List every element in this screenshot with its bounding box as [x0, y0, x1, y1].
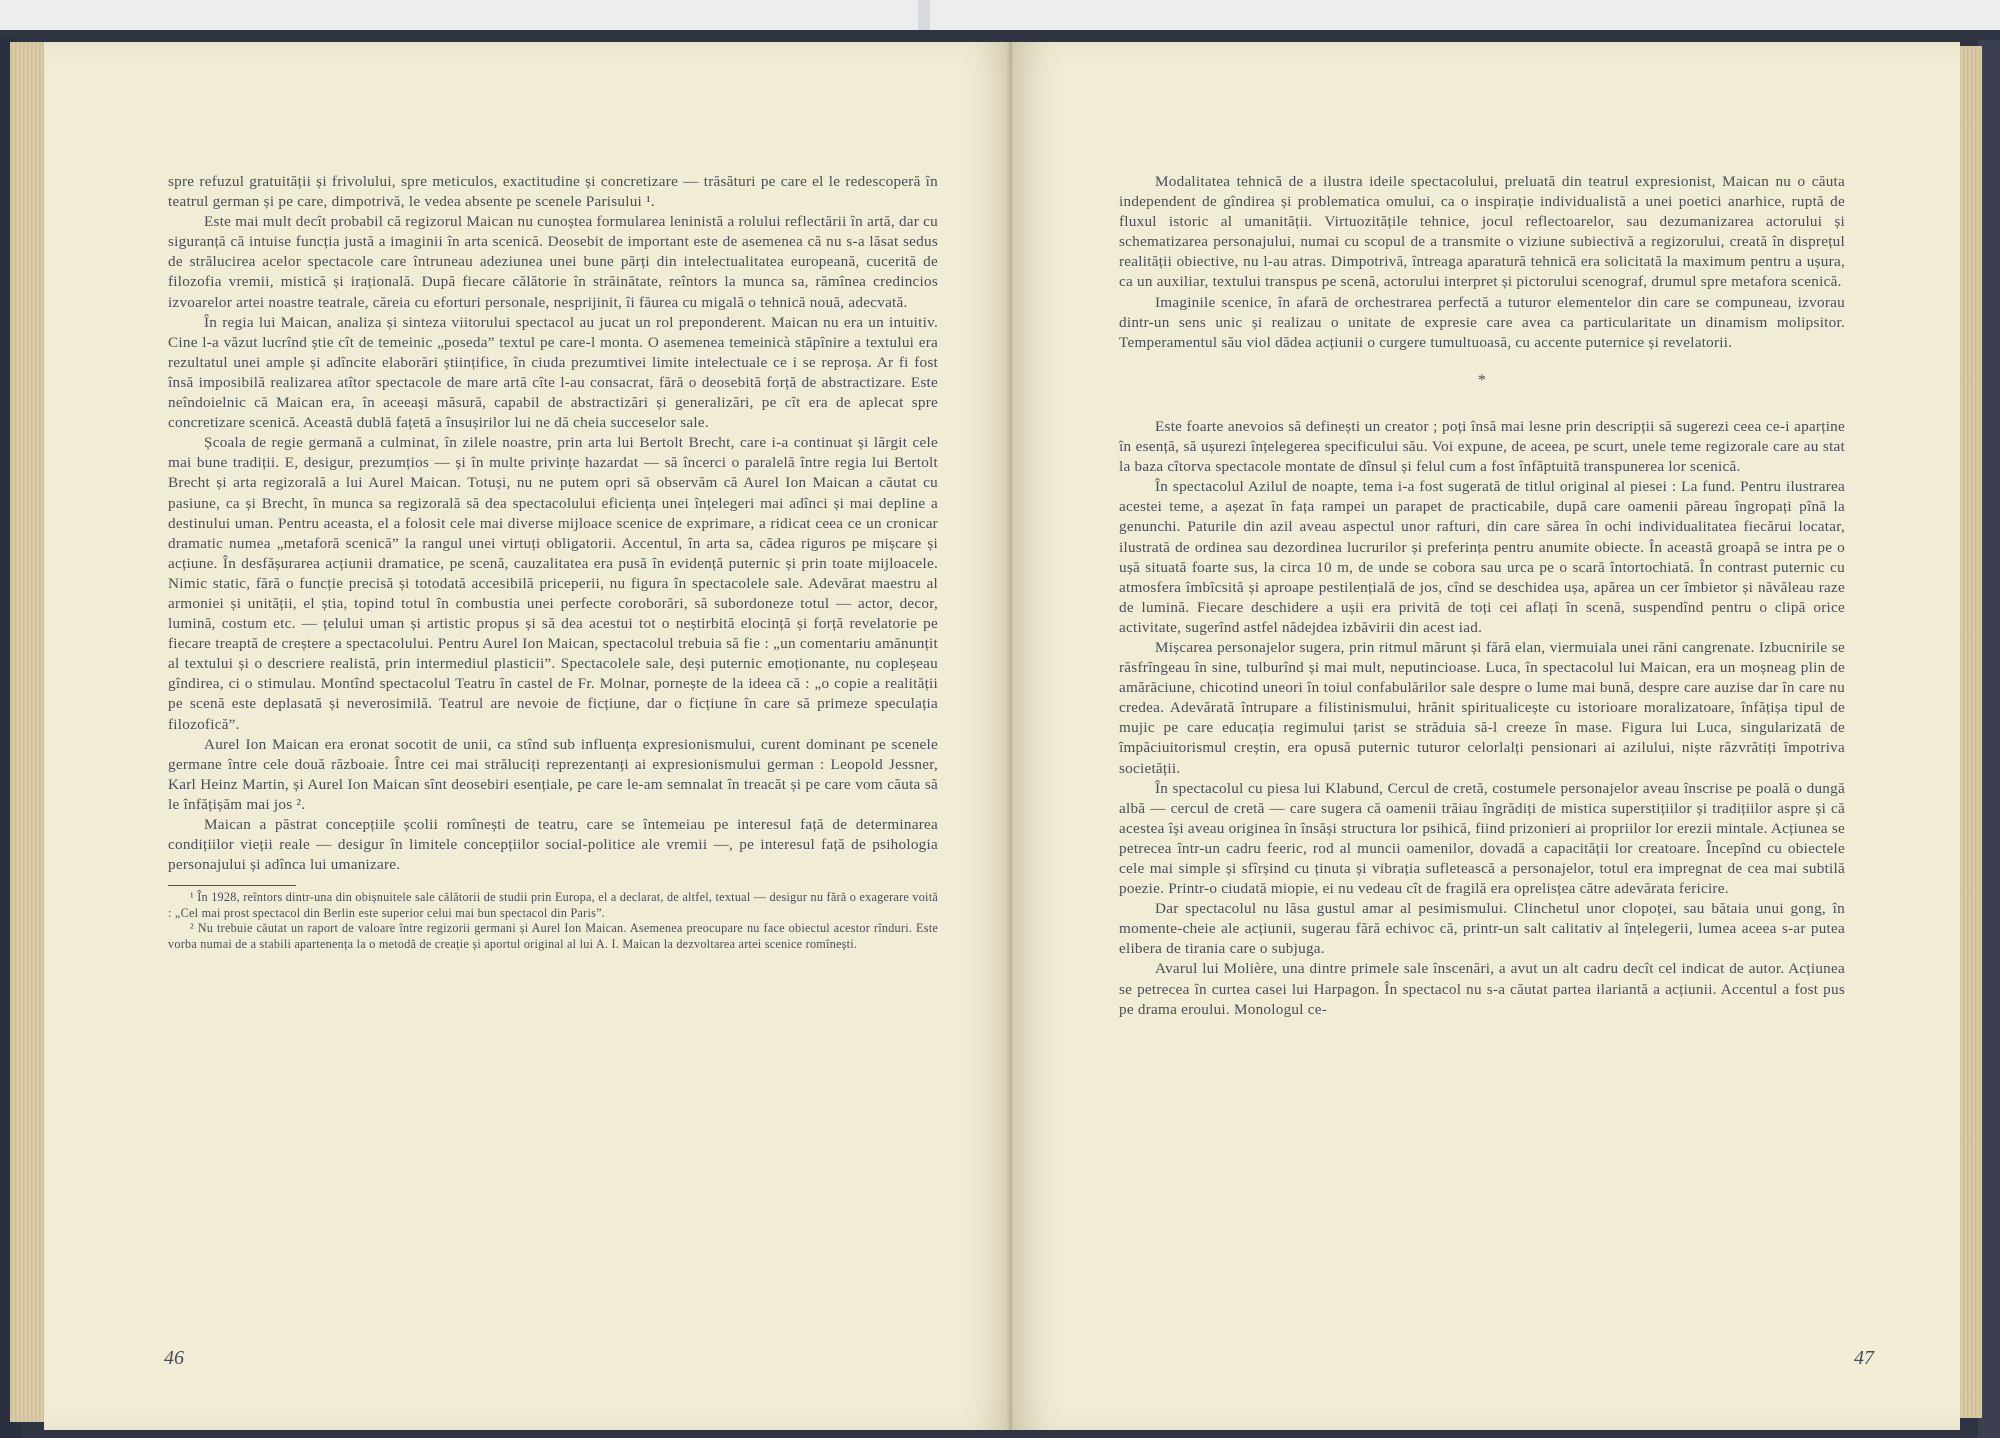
paragraph: spre refuzul gratuității și frivolului, spre meticulos, exactitudine și concretizare — trăsături pe care el le redescoperă în teatrul german și pe care, dimpotrivă, le vedea absente pe scenele Parisului ¹. [168, 173, 938, 211]
paragraph: Este foarte anevoios să definești un creator ; poți însă mai lesne prin descripții să sugerezi ceea ce-i aparține în esență, să ușurezi înțelegerea specificului său. Voi expune, de aceea, pe scurt, unele teme regizorale care au stat la baza cîtorva spectacole montate de dînsul și felul cum a fost înfăptuită transpunerea lor scenică. [1119, 417, 1845, 476]
footnote-1: ¹ În 1928, reîntors dintr-una din obișnuitele sale călătorii de studii prin Europa, el a declarat, de altfel, textual — desigur nu fără o exagerare voită : „Cel mai prost spectacol din Berlin este superior celui mai bun spectacol din Paris”. [168, 890, 938, 920]
paragraph: În regia lui Maican, analiza și sinteza viitorului spectacol au jucat un rol preponderent. Maican nu era un intuitiv. Cine l-a văzut lucrînd știe cît de temeinic „poseda” textul pe care-l monta. O asemenea temeinicà stăpînire a textului era rezultatul unei ample și adîncite elaborări științifice, în ciuda prezumtivei limite intelectuale ce i se reproșa. Ar fi fost însă imposibilă realizarea atîtor spectacole de mare artă cîte l-au consacrat, fără o deosebită forță de abstractizare. Este neîndoielnic că Maican era, în aceeași măsură, capabil de abstractizări și generalizări, pe cît era de aplecat spre concretizare scenică. Această dublă fațetă a însușirilor lui ne dă cheia succeselor sale. [168, 313, 938, 432]
paragraph: Este mai mult decît probabil că regizorul Maican nu cunoștea formularea leninistă a rolului reflectării în artă, dar cu siguranță că intuise funcția justă a imaginii în arta scenică. Deosebit de important este de asemenea că nu s-a lăsat sedus de strălucirea acelor spectacole care întruneau adeziunea unei bune părți din intelectualitatea europeană, cucerită de filozofia vremii, mistică și irațională. După fiecare călătorie în străinătate, reîntors la munca sa, rămînea credincios izvoarelor artei noastre teatrale, căreia cu eforturi personale, nesprijinit, îi făurea cu migală o tehnică nouă, adecvată. [168, 213, 938, 311]
paragraph: În spectacolul Azilul de noapte, tema i-a fost sugerată de titlul original al piesei : La fund. Pentru ilustrarea acestei teme, a așezat în fața rampei un parapet de practicabile, după care oamenii păreau îngropați pînă la genunchi. Paturile din azil aveau aspectul unor rafturi, din care sărea în ochi individualitatea fiecărui locatar, ilustrată de ordinea sau dezordinea lucrurilor și preferința pentru anumite obiecte. În această groapă se intra pe o ușă situată foarte sus, la circa 10 m, de unde se cobora sau urca pe o scară întortochiată. În contrast puternic cu atmosfera îmbîcsită și aproape pestilențială de jos, cînd se deschidea ușa, apărea un cer îmbietor și năvăleau raze de lumină. Fiecare deschidere a ușii era privită de toți cei aflați în scenă, suspendînd pentru o clipă orice activitate, sugerînd astfel nădejdea izbăvirii din acest iad. [1119, 478, 1845, 636]
paragraph: Dar spectacolul nu lăsa gustul amar al pesimismului. Clinchetul unor clopoței, sau bătaia unui gong, în momente-cheie ale acțiunii, sugerau fără echivoc că, printr-un salt calitativ al înțelegerii, lumea aceea s-ar putea elibera de tirania care o subjuga. [1119, 900, 1845, 958]
paragraph: Maican a păstrat concepțiile școlii romînești de teatru, care se întemeiau pe interesul față de determinarea condițiilor vieții reale — desigur în limitele concepțiilor social-politice ale vremii —, pe interesul față de psihologia personajului și adînca lui umanizare. [168, 816, 938, 874]
paragraph: Imaginile scenice, în afară de orchestrarea perfectă a tuturor elementelor din care se compuneau, izvorau dintr-un sens unic și realizau o unitate de expresie care avea ca particularitate un dinamism molipsitor. Temperamentul său viol dădea acțiunii o curgere tumultuoasă, cu accente puternice și revelatorii. [1119, 293, 1845, 351]
footnote-rule [168, 885, 296, 886]
paragraph: Avarul lui Molière, una dintre primele sale înscenări, a avut un alt cadru decît cel indicat de autor. Acțiunea se petrecea în curtea casei lui Harpagon. În spectacol nu s-a căutat partea ilariantă a acțiunii. Accentul a fost pus pe drama eroului. Monologul ce- [1119, 960, 1845, 1018]
background-seam [918, 0, 930, 30]
paragraph: Școala de regie germană a culminat, în zilele noastre, prin arta lui Bertolt Brecht, care i-a continuat și lărgit cele mai bune tradiții. E, desigur, prezumțios — și în multe privințe hazardat — să încerci o paralelă între regia lui Bertolt Brecht și arta regizorală a lui Aurel Maican. Totuși, nu ne putem opri să observăm că Aurel Ion Maican a căutat cu pasiune, ca și Brecht, în munca sa regizorală să dea spectacolului eficiența unei înțelegeri mai adînci și mai depline a destinului uman. Pentru aceasta, el a folosit cele mai diverse mijloace scenice de exprimare, a ridicat ceea ce un cronicar dramatic numea „metaforă scenică” la rangul unei virtuți obligatorii. Accentul, în arta sa, cădea riguros pe mișcare și acțiune. În desfășurarea acțiunii dramatice, pe scenă, cauzalitatea era pusă în evidență puternic și prin toate mijloacele. Nimic static, fără o funcție precisă și totodată accesibilă priceperii, nu figura în spectacolele sale. Adevărat maestru al armoniei și unității, el știa, topind totul în combustia unei perfecte coroborări, să subordoneze totul — actor, decor, lumină, costum etc. — țelului uman și artistic propus și să dea acestui tot o neștirbită elocință și forță revelatorie pe fiecare treaptă de creștere a spectacolului. Pentru Aurel Ion Maican, spectacolul trebuia să fie : „un comentariu amănunțit al textului și o descriere realistă, prin intermediul plasticii”. Spectacolele sale, deși puternic emoționante, nu copleșeau gîndirea, ci o stimulau. Montînd spectacolul Teatru în castel de Fr. Molnar, pornește de la ideea că : „o copie a realității pe scenă este deplasată și neverosimilă. Teatrul are nevoie de ficțiune, dar o ficțiune în care să primeze speculația filozofică”. [168, 434, 938, 733]
paragraph: Modalitatea tehnică de a ilustra ideile spectacolului, preluată din teatrul expresionist, Maican nu o căuta independent de gîndirea și problematica omului, ca o inspirație individualistă a unei poetici anarhice, ruptă de fluxul istoric al umanității. Virtuozitățile tehnice, jocul reflectoarelor, sau dezumanizarea actorului și schematizarea personajului, numai cu scopul de a transmite o viziune subiectivă a regizorului, creată în disprețul realității obiective, nu l-au atras. Dimpotrivă, întreaga aparatură tehnică era solicitată la maximum pentru a ușura, ca un auxiliar, textului transpus pe scenă, actorului interpret și pictorului scenograf, drumul spre metafora scenică. [1119, 173, 1845, 291]
page-number-left: 46 [164, 1347, 184, 1369]
paragraph: Mișcarea personajelor sugera, prin ritmul mărunt și fără elan, viermuiala unei răni cangrenate. Izbucnirile se răsfrîngeau în sine, tulburînd și mai mult, neputincioase. Luca, în spectacolul lui Maican, era un moșneag plin de amărăciune, chicotind uneori în toiul confabulărilor sale despre o lume mai bună, despre care auzise dar în care nu credea. Adevărată întrupare a filistinismului, hrănit spiritualicește cu istorioare moralizatoare, înfățișa tipul de mujic pe care educația regimului țarist se străduia să-l creeze în mase. Figura lui Luca, singularizată de împăciuitorismul creștin, era opusă puternic tuturor celorlalți pensionari ai azilului, niște răzvrătiți împotriva societății. [1119, 638, 1845, 777]
right-text-column [1119, 172, 1845, 1020]
section-separator: * [1477, 371, 1487, 389]
right-page [1012, 42, 1960, 1430]
footnotes [168, 890, 938, 952]
background-top-edge [0, 0, 2000, 30]
paragraph: În spectacolul cu piesa lui Klabund, Cercul de cretă, costumele personajelor aveau înscrise pe poală o dungă albă — cercul de cretă — care sugera că oamenii trăiau îngrădiți de mistica superstițiilor și tradițiilor aspre și că acestea își aveau originea în însăși structura lor psihică, fiind prizonieri ai propriilor lor erezii mintale. Acțiunea se petrecea într-un cadru feeric, rod al muncii oamenilor, dovadă a capacității lor creatoare. Începînd cu obiectele cele mai simple și sfîrșind cu ținuta și vibrația sufletească a personajelor, totul era impregnat de cea mai subtilă poezie. Printr-o ciudată miopie, ei nu vedeau cît de fragilă era oprelisțea către adevărata fericire. [1119, 779, 1845, 898]
left-page [44, 42, 1012, 1430]
paragraph: Aurel Ion Maican era eronat socotit de unii, ca stînd sub influența expresionismului, curent dominant pe scenele germane între cele două războaie. Între cei mai străluciți reprezentanți ai expresionismului german : Leopold Jessner, Karl Heinz Martin, și Aurel Ion Maican sînt deosebiri esențiale, pe care le-am semnalat în treacăt și pe care vom căuta să le înfățișăm mai jos ². [168, 735, 938, 813]
page-number-right: 47 [1854, 1347, 1874, 1369]
footnote-2: ² Nu trebuie căutat un raport de valoare între regizorii germani și Aurel Ion Maican. Asemenea preocupare nu face obiectul acestor rînduri. Este vorba numai de a stabili apartenența la o metodă de creație și aportul original al lui A. I. Maican la dezvoltarea artei scenice romînești. [168, 921, 938, 951]
left-text-column [168, 172, 938, 952]
